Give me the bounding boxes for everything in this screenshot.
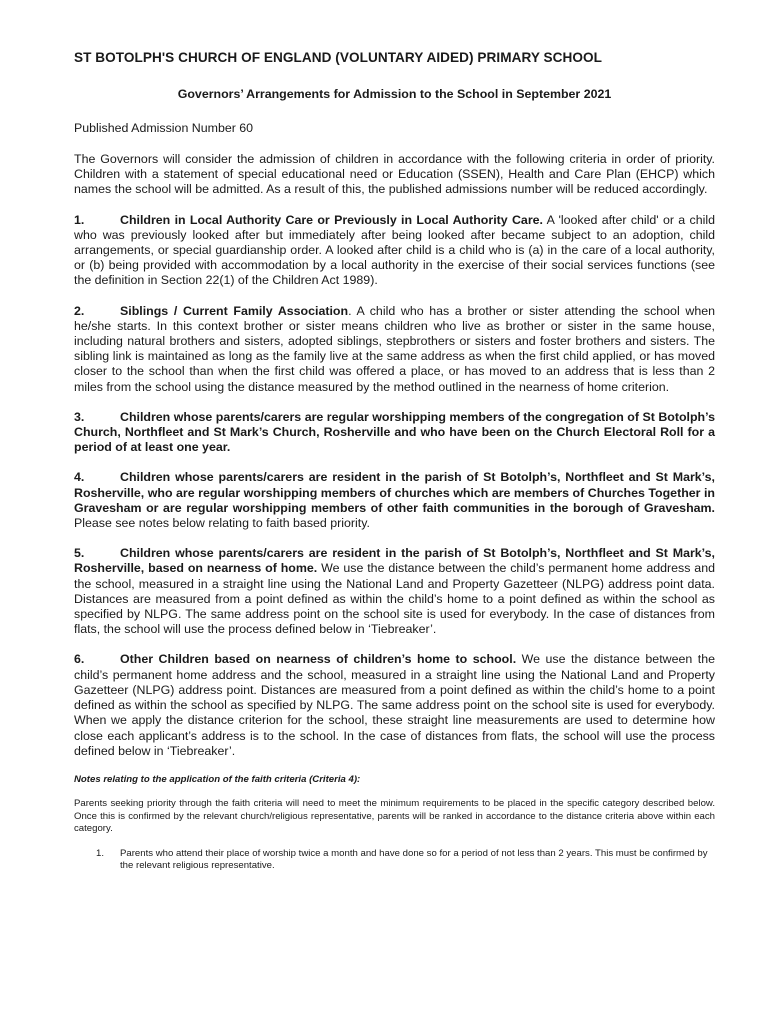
faith-note-item: [74, 848, 715, 873]
published-admission-number: Published Admission Number 60: [74, 121, 254, 135]
criterion-4: [74, 470, 715, 531]
criterion-number: 5.: [74, 546, 85, 561]
criterion-text: . A child who has a brother or sister attending the school when he/she starts. In this context brother or sister means children who live as brother or sister in the same house, including natural brothers and sisters, adopted siblings, stepbrothers or sisters and foster brothers and sisters. The sibling link is maintained as long as the family live at the same address as when the first child applied, or has moved closer to the school than when the first child was offered a place, or has moved to an address that is less than 2 miles from the school using the distance measured by the method outlined in the nearness of home criterion.: [74, 303, 715, 394]
criterion-text: We use the distance between the child’s permanent home address and the school, measured in a straight line using the National Land and Property Gazetteer (NLPG) address point. Distances are measured from a point defined as within the child’s home to a point defined as within the school as specified by NLPG. The same address point on the school site is used for everybody. When we apply the distance criterion for the school, these straight line measurements are used to determine how close each applicant’s address is to the school. In the case of distances from flats, the school will use the process defined below in ‘Tiebreaker’.: [74, 652, 715, 758]
note-number: 1.: [96, 847, 105, 859]
criterion-number: 4.: [74, 470, 85, 485]
criterion-heading: Children whose parents/carers are resident in the parish of St Botolph’s, Northfleet and St Mark’s, Rosherville, who are regular worshipping members of churches which are members of Churches Together in Gravesham or are regular worshipping members of other faith communities in the borough of Gravesham.: [74, 470, 715, 515]
document-page: [74, 50, 715, 873]
criterion-text: We use the distance between the child’s permanent home address and the school, measured in a straight line using the National Land and Property Gazetteer (NLPG) address point data. Distances are measured from a point defined as within the child’s home to a point defined as within the school as specified by NLPG. The same address point on the school site is used for everybody. In the case of distances from flats, the school will use the process defined below in ‘Tiebreaker’.: [74, 561, 715, 637]
intro-paragraph: The Governors will consider the admission of children in accordance with the following criteria in order of priority. Children with a statement of special educational need or Education (SSEN), Health and Care Plan (EHCP) which names the school will be admitted. As a result of this, the published admissions number will be reduced accordingly.: [74, 152, 715, 197]
criterion-heading: Children whose parents/carers are regular worshipping members of the congregation of St Botolph’s Church, Northfleet and St Mark’s Church, Rosherville and who have been on the Church Electoral Roll for a period of at least one year.: [74, 409, 715, 455]
criterion-2: [74, 304, 715, 395]
criterion-5: [74, 546, 715, 637]
criterion-6: [74, 652, 715, 758]
faith-notes-heading: Notes relating to the application of the faith criteria (Criteria 4):: [74, 773, 361, 785]
criterion-number: 2.: [74, 303, 85, 318]
school-title: ST BOTOLPH'S CHURCH OF ENGLAND (VOLUNTARY AIDED) PRIMARY SCHOOL: [74, 50, 602, 65]
criterion-number: 1.: [74, 212, 85, 227]
criterion-text: Please see notes below relating to faith based priority.: [74, 516, 370, 531]
document-subtitle: Governors’ Arrangements for Admission to the School in September 2021: [177, 87, 612, 101]
criterion-heading: Children in Local Authority Care or Previously in Local Authority Care.: [120, 212, 543, 227]
criterion-number: 3.: [74, 409, 85, 424]
criterion-3: [74, 410, 715, 456]
faith-notes-intro: Parents seeking priority through the faith criteria will need to meet the minimum requirements to be placed in the specific category described below. Once this is confirmed by the relevant church/religious representative, parents will be ranked in accordance to the distance criteria above within each category.: [74, 797, 715, 835]
criterion-heading: Other Children based on nearness of children’s home to school.: [120, 652, 517, 667]
criterion-heading: Children whose parents/carers are resident in the parish of St Botolph’s, Northfleet and St Mark’s, Rosherville, based on nearness of home.: [74, 546, 715, 576]
criterion-text: A 'looked after child' or a child who was previously looked after but immediately after being looked after became subject to an adoption, child arrangements, or special guardianship order. A looked after child is a child who is (a) in the care of a local authority, or (b) being provided with accommodation by a local authority in the exercise of their social services functions (see the definition in Section 22(1) of the Children Act 1989).: [74, 212, 716, 288]
criterion-heading: Siblings / Current Family Association: [120, 303, 349, 318]
criterion-1: [74, 213, 715, 289]
note-text: Parents who attend their place of worship twice a month and have done so for a period of not less than 2 years. This must be confirmed by the relevant religious representative.: [120, 847, 708, 872]
criterion-number: 6.: [74, 652, 85, 667]
